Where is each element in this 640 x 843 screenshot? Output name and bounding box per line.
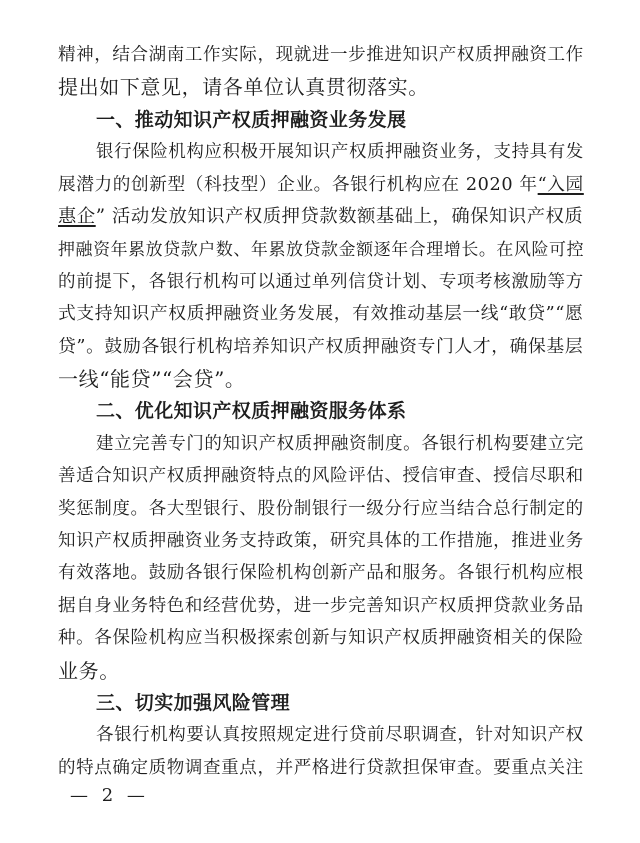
text-segment: ” 活动发放知识产权质押贷款数额基础上，确保知识产权质 — [95, 206, 584, 227]
text-line: 精神，结合湖南工作实际，现就进一步推进知识产权质押融资工作 — [58, 45, 584, 65]
text-line: 奖惩制度。各大型银行、股份制银行一级分行应当结合总行制定的 — [58, 499, 584, 519]
text-line — [58, 172, 584, 198]
text-line: 种。各保险机构应当积极探索创新与知识产权质押融资相关的保险 — [58, 628, 584, 648]
text-line: 一线“能贷”“会贷”。 — [58, 367, 246, 391]
underlined-phrase: “入园 — [537, 175, 584, 195]
text-line: 业务。 — [58, 659, 120, 683]
text-line: 式支持知识产权质押融资业务发展，有效推动基层一线“敢贷”“愿 — [58, 303, 584, 324]
page-number: — 2 — — [70, 785, 149, 806]
text-segment: 展潜力的创新型（科技型）企业。各银行机构应在 2020 年 — [58, 175, 538, 195]
text-line: 善适合知识产权质押融资特点的风险评估、授信审查、授信尽职和 — [58, 466, 584, 486]
text-line: 据自身业务特色和经营优势，进一步完善知识产权质押贷款业务品 — [58, 596, 584, 616]
text-line: 的前提下，各银行机构可以通过单列信贷计划、专项考核激励等方 — [58, 272, 584, 292]
text-line: 押融资年累放贷款户数、年累放贷款金额逐年合理增长。在风险可控 — [58, 239, 585, 259]
section-heading: 一、推动知识产权质押融资业务发展 — [96, 109, 407, 131]
text-line: 提出如下意见，请各单位认真贯彻落实。 — [58, 75, 429, 99]
section-heading: 二、优化知识产权质押融资服务体系 — [96, 400, 407, 422]
text-line: 各银行机构要认真按照规定进行贷前尽职调查，针对知识产权 — [96, 725, 584, 745]
text-line: 贷”。鼓励各银行机构培养知识产权质押融资专门人才，确保基层 — [58, 336, 584, 357]
underlined-phrase: 惠企 — [58, 206, 96, 227]
text-line: 知识产权质押融资业务支持政策，研究具体的工作措施，推进业务 — [58, 531, 584, 551]
text-line: 的特点确定质物调查重点，并严格进行贷款担保审查。要重点关注 — [58, 758, 584, 778]
section-heading: 三、切实加强风险管理 — [96, 692, 291, 714]
text-line: 有效落地。鼓励各银行保险机构创新产品和服务。各银行机构应根 — [58, 563, 584, 583]
text-line: 建立完善专门的知识产权质押融资制度。各银行机构要建立完 — [96, 434, 584, 454]
text-line — [58, 204, 583, 230]
text-line: 银行保险机构应积极开展知识产权质押融资业务，支持具有发 — [96, 142, 584, 162]
